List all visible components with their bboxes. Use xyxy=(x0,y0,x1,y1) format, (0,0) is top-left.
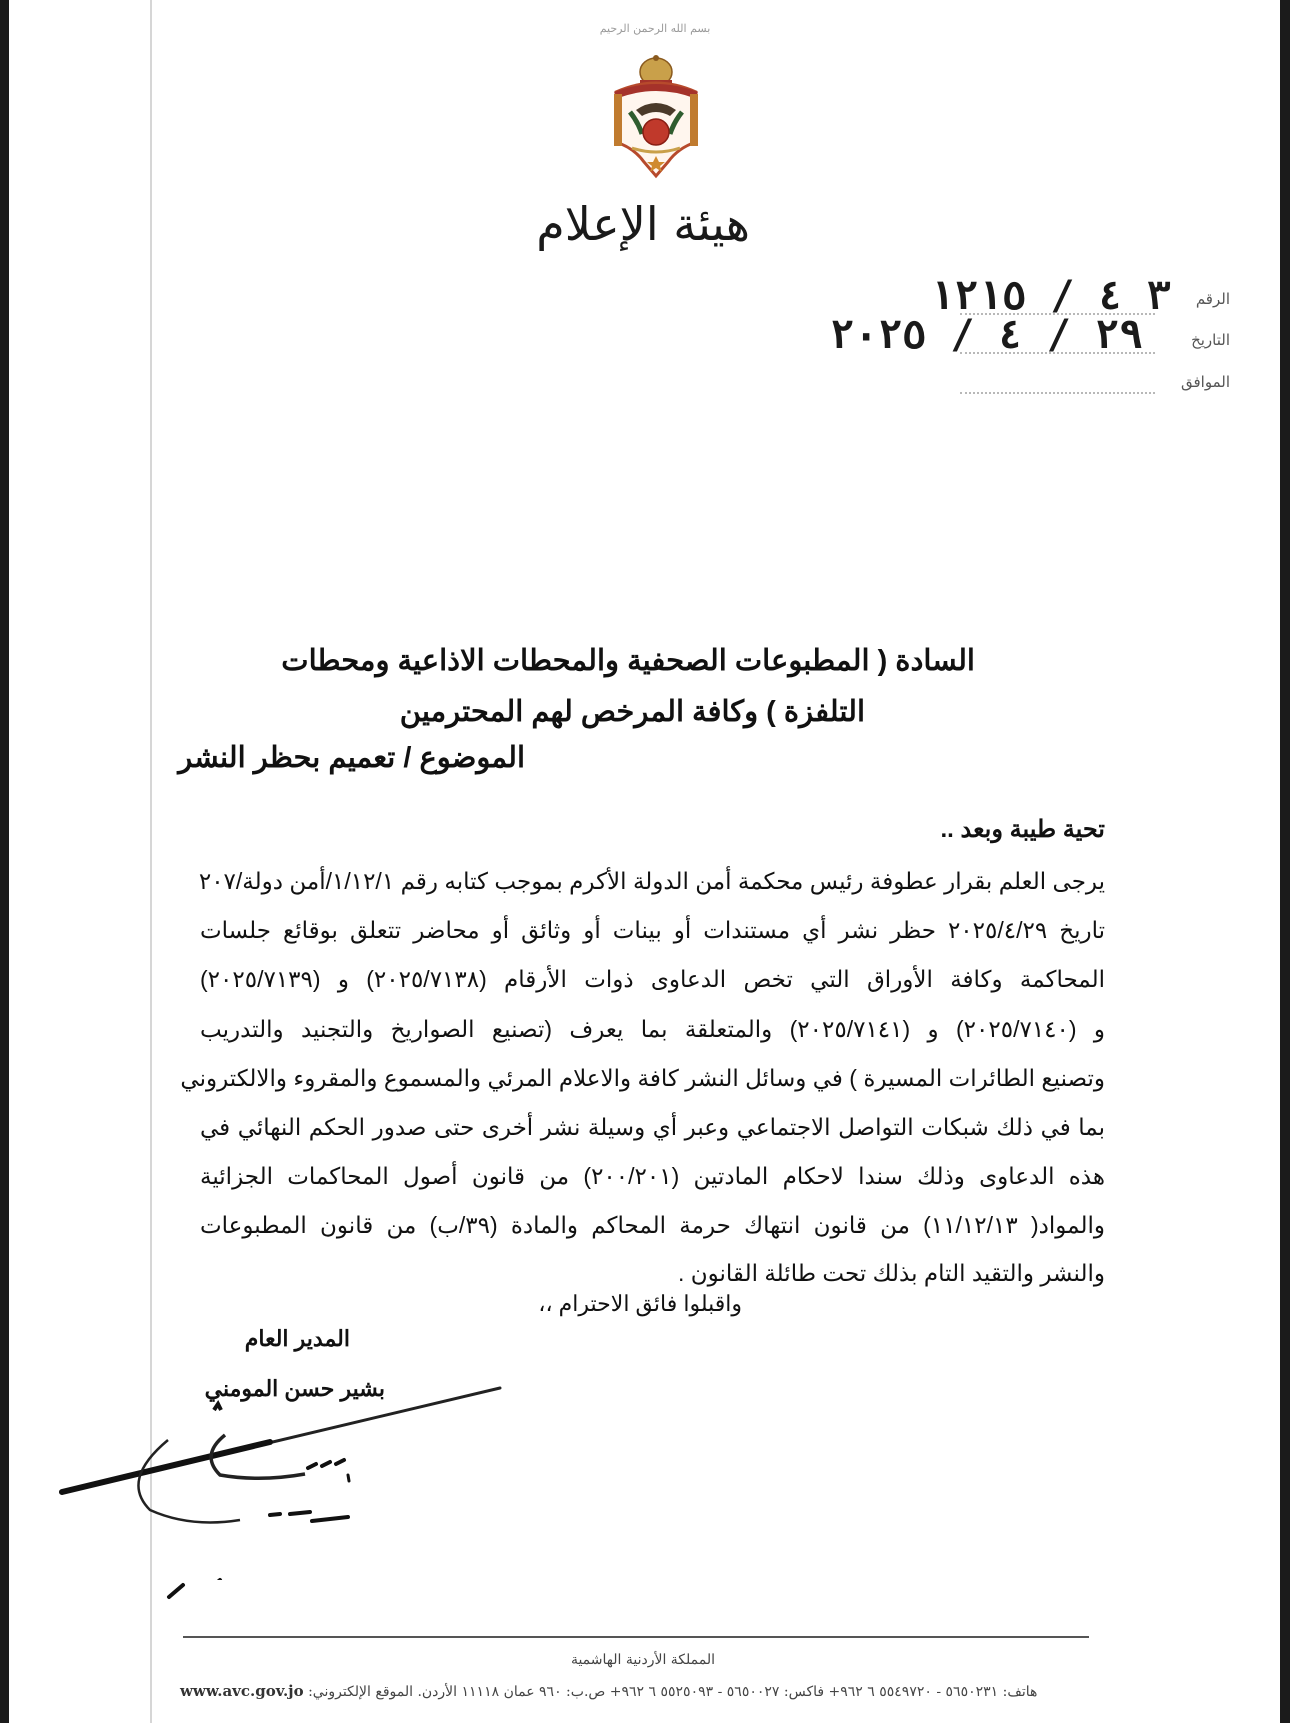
body-line: يرجى العلم بقرار عطوفة رئيس محكمة أمن الدولة الأكرم بموجب كتابه رقم ١/١٢/١/أمن دولة/٢٠٧ xyxy=(198,868,1105,894)
body-line: المحاكمة وكافة الأوراق التي تخص الدعاوى ذوات الأرقام (٢٠٢٥/٧١٣٨) و (٢٠٢٥/٧١٣٩) xyxy=(200,966,1105,992)
date-label: التاريخ xyxy=(1191,331,1230,349)
subject-line: الموضوع / تعميم بحظر النشر xyxy=(178,742,525,774)
signature-mark-icon xyxy=(165,1575,195,1605)
body-line: والمواد( ١١/١٢/١٣) من قانون انتهاك حرمة المحاكم والمادة (٣٩/ب) من قانون المطبوعات xyxy=(200,1212,1105,1238)
coat-of-arms-icon xyxy=(608,52,704,182)
footer-website-link[interactable]: www.avc.gov.jo xyxy=(180,1682,304,1700)
signatory-name: بشير حسن المومني xyxy=(204,1376,385,1401)
addressee-line-1: السادة ( المطبوعات الصحفية والمحطات الاذاعية ومحطات xyxy=(281,645,975,677)
body-line: تاريخ ٢٠٢٥/٤/٢٩ حظر نشر أي مستندات أو بينات أو وثائق أو محاضر تتعلق بوقائع جلسات xyxy=(200,917,1105,943)
footer-contact-line xyxy=(180,1682,1220,1700)
left-dark-border xyxy=(0,0,9,1723)
footer-country: المملكة الأردنية الهاشمية xyxy=(570,1652,715,1668)
footer-rule xyxy=(183,1636,1089,1638)
number-label: الرقم xyxy=(1195,290,1230,308)
body-line: هذه الدعاوى وذلك سندا لاحكام المادتين (٢٠٠/٢٠١) من قانون أصول المحاكمات الجزائية xyxy=(200,1163,1105,1189)
hijri-dotted-line xyxy=(960,392,1155,394)
letter-date: ٢٩ / ٤ / ٢٠٢٥ xyxy=(830,312,1144,358)
addressee-line-2: التلفزة ) وكافة المرخص لهم المحترمين xyxy=(399,696,865,728)
signatory-title: المدير العام xyxy=(244,1326,350,1351)
basmala: بسم الله الرحمن الرحيم xyxy=(599,22,711,35)
footer-contact: هاتف: ٥٦٥٠٢٣١ - ٥٥٤٩٧٢٠ ٦ ٩٦٢+ فاكس: ٥٦٥٠٠٢٧ - ٥٥٢٥٠٩٣ ٦ ٩٦٢+ ص.ب: ٩٦٠ عمان ١١١١٨ الأردن. الموقع الإلكتروني: xyxy=(308,1684,1038,1700)
reference-number: ٣ ٤ / ١٢١٥ xyxy=(930,273,1171,319)
closing-line: واقبلوا فائق الاحترام ،، xyxy=(538,1291,742,1316)
organization-name: هيئة الإعلام xyxy=(536,197,750,251)
greeting: تحية طيبة وبعد .. xyxy=(940,816,1105,843)
body-line: بما في ذلك شبكات التواصل الاجتماعي وعبر أي وسيلة نشر أخرى حتى صدور الحكم النهائي في xyxy=(200,1114,1105,1140)
right-dark-border xyxy=(1280,0,1290,1723)
body-line: وتصنيع الطائرات المسيرة ) في وسائل النشر كافة والاعلام المرئي والمسموع والمقروء والالكتروني xyxy=(180,1065,1105,1091)
hijri-date-label: الموافق xyxy=(1180,373,1230,391)
globe xyxy=(643,119,669,145)
body-line: و (٢٠٢٥/٧١٤٠) و (٢٠٢٥/٧١٤١) والمتعلقة بما يعرف (تصنيع الصواريخ والتجنيد والتدريب xyxy=(200,1016,1105,1042)
body-line: والنشر والتقيد التام بذلك تحت طائلة القانون . xyxy=(677,1260,1105,1286)
signature-icon xyxy=(40,1380,510,1580)
